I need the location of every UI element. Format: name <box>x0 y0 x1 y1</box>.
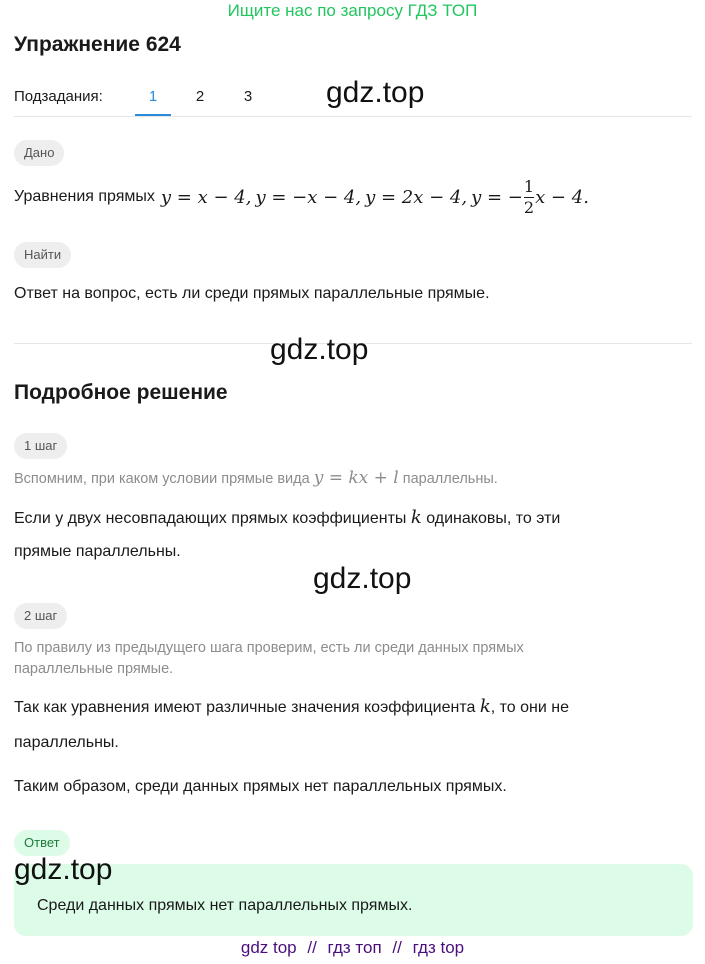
footer-link-1[interactable]: gdz top <box>240 938 297 957</box>
given-chip: Дано <box>14 140 64 166</box>
top-banner: Ищите нас по запросу ГДЗ ТОП <box>227 1 478 20</box>
footer-link-2[interactable]: гдз топ <box>327 938 382 957</box>
tab-subtask-1[interactable]: 1 <box>135 80 171 116</box>
step-2-body-math: k <box>479 696 491 717</box>
fraction-denominator: 2 <box>523 197 535 217</box>
equation-3: y = 2x − 4, <box>365 186 468 208</box>
watermark: gdz.top <box>326 76 425 109</box>
find-chip: Найти <box>14 242 71 268</box>
subtasks-label: Подзадания: <box>14 88 103 105</box>
footer-separator: // <box>392 938 402 957</box>
footer-links <box>0 938 705 958</box>
step-1-body-suffix: одинаковы, то эти <box>426 510 561 527</box>
equation-2: y = −x − 4, <box>255 186 362 208</box>
answer-text: Среди данных прямых нет параллельных прямых. <box>37 897 413 914</box>
find-text: Ответ на вопрос, есть ли среди прямых параллельные прямые. <box>14 285 490 302</box>
step-2-body-suffix: , то они не <box>490 699 569 716</box>
step-1-hint-prefix: Вспомним, при каком условии прямые вида <box>14 471 310 487</box>
page-title: Упражнение 624 <box>14 33 181 56</box>
watermark: gdz.top <box>313 562 412 595</box>
step-1-chip: 1 шаг <box>14 433 67 459</box>
step-2-chip: 2 шаг <box>14 603 67 629</box>
tab-subtask-3[interactable]: 3 <box>243 88 253 105</box>
equation-4-prefix: y = − <box>471 186 523 208</box>
step-1-body-prefix: Если у двух несовпадающих прямых коэффициенты <box>14 510 407 527</box>
step-1-body-line2: прямые параллельны. <box>14 543 181 560</box>
step-2-hint-line2: параллельные прямые. <box>14 661 174 677</box>
watermark: gdz.top <box>270 333 369 366</box>
given-prefix: Уравнения прямых <box>14 188 155 205</box>
watermark: gdz.top <box>14 853 113 886</box>
tab-subtask-2[interactable]: 2 <box>195 88 205 105</box>
step-1-hint-suffix: параллельны. <box>402 471 498 487</box>
footer-link-3[interactable]: гдз top <box>412 938 465 957</box>
step-2-body-line2: параллельны. <box>14 734 119 751</box>
tabs-divider <box>14 116 692 117</box>
equation-4-fraction <box>524 177 534 218</box>
fraction-numerator: 1 <box>523 176 535 196</box>
given-text <box>14 176 589 218</box>
equation-1: y = x − 4, <box>160 186 252 208</box>
step-1-body-math: k <box>410 507 422 528</box>
step-1-hint <box>14 468 498 488</box>
answer-chip: Ответ <box>14 830 70 856</box>
solution-heading: Подробное решение <box>14 381 228 404</box>
step-2-body <box>14 696 569 717</box>
footer-separator: // <box>307 938 317 957</box>
step-2-conclusion: Таким образом, среди данных прямых нет параллельных прямых. <box>14 778 507 795</box>
step-2-body-prefix: Так как уравнения имеют различные значения коэффициента <box>14 699 476 716</box>
step-1-body <box>14 507 560 528</box>
equation-4-suffix: x − 4. <box>535 186 589 208</box>
step-1-hint-math: y = kx + l <box>313 468 399 488</box>
step-2-hint-line1: По правилу из предыдущего шага проверим, есть ли среди данных прямых <box>14 640 524 656</box>
